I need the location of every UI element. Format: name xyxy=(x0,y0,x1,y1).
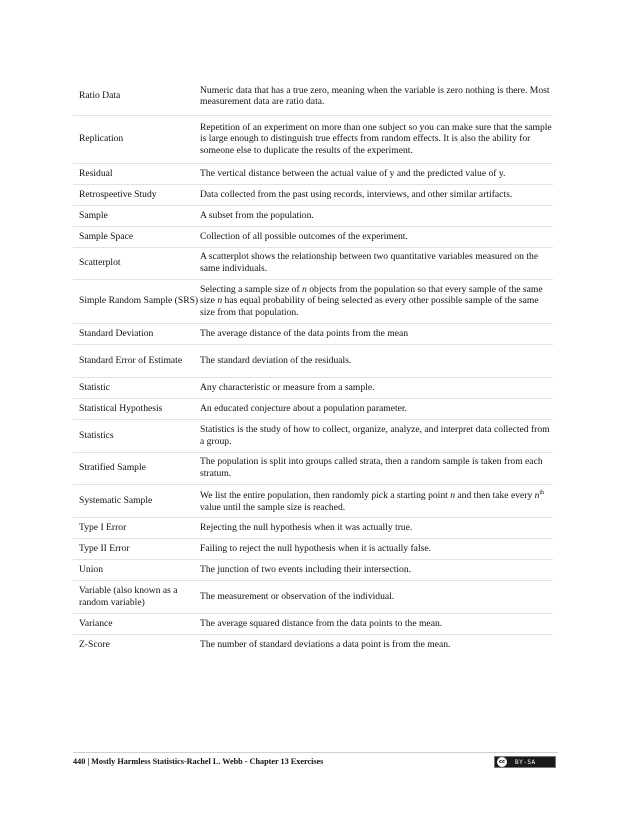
definition-text: We list the entire population, then randomly pick a starting point xyxy=(200,490,451,501)
glossary-definition: Collection of all possible outcomes of the experiment. xyxy=(200,230,408,242)
glossary-term: Sample xyxy=(79,209,108,221)
glossary-term: Standard Error of Estimate xyxy=(79,354,183,366)
glossary-table xyxy=(73,78,553,655)
definition-variable: n xyxy=(302,283,307,295)
glossary-term: Systematic Sample xyxy=(79,494,153,506)
glossary-definition: A scatterplot shows the relationship between two quantitative variables measured on the same individuals. xyxy=(200,251,539,274)
definition-variable: n xyxy=(534,490,540,501)
glossary-definition: An educated conjecture about a population parameter. xyxy=(200,402,407,414)
glossary-definition: Repetition of an experiment on more than one subject so you can make sure that the sample is large enough to distinguish true effects from random effects. It is also the ability for someone else to duplicate the results of the experiment. xyxy=(200,121,552,156)
glossary-row xyxy=(73,517,553,538)
glossary-row xyxy=(73,115,553,163)
glossary-row xyxy=(73,538,553,559)
glossary-definition: A subset from the population. xyxy=(200,209,314,221)
glossary-term: Z-Score xyxy=(79,638,110,650)
glossary-term: Statistics xyxy=(79,429,114,441)
glossary-row xyxy=(73,377,553,398)
glossary-term: Statistic xyxy=(79,381,110,393)
definition-variable: n xyxy=(217,295,223,307)
glossary-row xyxy=(73,559,553,580)
license-label: BY-SA xyxy=(515,758,536,766)
definition-text: Selecting a sample size of xyxy=(200,283,303,295)
glossary-row xyxy=(73,634,553,655)
glossary-definition: The vertical distance between the actual value of y and the predicted value of y. xyxy=(200,167,506,179)
definition-text: and then take every xyxy=(455,490,535,501)
creative-commons-icon: cc xyxy=(497,757,507,767)
glossary-row xyxy=(73,344,553,377)
glossary-row xyxy=(73,163,553,184)
glossary-row xyxy=(73,613,553,634)
glossary-definition: The junction of two events including their intersection. xyxy=(200,563,412,575)
glossary-definition: The standard deviation of the residuals. xyxy=(200,354,352,366)
glossary-term: Variable (also known as a random variable) xyxy=(79,584,178,608)
definition-text: objects from the population so that every sample of the same size xyxy=(200,283,543,307)
cc-license-badge[interactable] xyxy=(494,756,556,768)
glossary-definition: The number of standard deviations a data point is from the mean. xyxy=(200,638,451,650)
glossary-definition xyxy=(200,279,553,323)
definition-superscript: th xyxy=(539,489,545,496)
definition-variable: n xyxy=(450,490,456,501)
glossary-row xyxy=(73,279,553,323)
glossary-term: Statistical Hypothesis xyxy=(79,402,163,414)
glossary-term: Variance xyxy=(79,617,113,629)
glossary-row xyxy=(73,205,553,226)
glossary-definition: The population is split into groups called strata, then a random sample is taken from each stratum. xyxy=(200,456,543,479)
glossary-definition: The average distance of the data points from the mean xyxy=(200,327,409,339)
definition-text: has equal probability of being selected as every other possible sample of the same size from that population. xyxy=(200,295,539,318)
glossary-definition: The average squared distance from the data points to the mean. xyxy=(200,617,443,629)
glossary-definition: Failing to reject the null hypothesis when it is actually false. xyxy=(200,542,431,554)
glossary-term: Standard Deviation xyxy=(79,327,154,339)
glossary-row xyxy=(73,398,553,419)
definition-text: value until the sample size is reached. xyxy=(200,501,346,513)
glossary-row xyxy=(73,580,553,613)
glossary-row xyxy=(73,452,553,484)
glossary-term: Retrospeetive Study xyxy=(79,188,157,200)
footer-divider xyxy=(73,752,558,753)
glossary-definition: Data collected from the past using records, interviews, and other similar artifacts. xyxy=(200,188,513,200)
glossary-definition: Statistics is the study of how to collect, organize, analyze, and interpret data collected from a group. xyxy=(200,423,550,447)
glossary-term: Scatterplot xyxy=(79,257,121,269)
glossary-definition: Any characteristic or measure from a sample. xyxy=(200,381,375,393)
glossary-row xyxy=(73,78,553,115)
glossary-term: Residual xyxy=(79,167,113,179)
page-footer: 440 | Mostly Harmless Statistics-Rachel L. Webb - Chapter 13 Exercises xyxy=(73,757,324,766)
glossary-definition: Rejecting the null hypothesis when it was actually true. xyxy=(200,521,413,533)
glossary-term: Union xyxy=(79,563,103,575)
glossary-term: Sample Space xyxy=(79,230,134,242)
glossary-term: Stratified Sample xyxy=(79,462,146,474)
glossary-term: Type II Error xyxy=(79,542,130,554)
glossary-term: Simple Random Sample (SRS) xyxy=(79,295,199,307)
glossary-row xyxy=(73,484,553,517)
glossary-row xyxy=(73,226,553,247)
glossary-term: Type I Error xyxy=(79,521,127,533)
glossary-term: Replication xyxy=(79,133,124,145)
glossary-term: Ratio Data xyxy=(79,90,121,102)
glossary-row xyxy=(73,184,553,205)
glossary-definition: The measurement or observation of the individual. xyxy=(200,590,395,602)
glossary-row xyxy=(73,323,553,344)
glossary-row xyxy=(73,419,553,452)
glossary-definition: Numeric data that has a true zero, meaning when the variable is zero nothing is there. Most measurement data are ratio data. xyxy=(200,84,550,108)
glossary-row xyxy=(73,247,553,279)
glossary-definition xyxy=(200,484,553,517)
